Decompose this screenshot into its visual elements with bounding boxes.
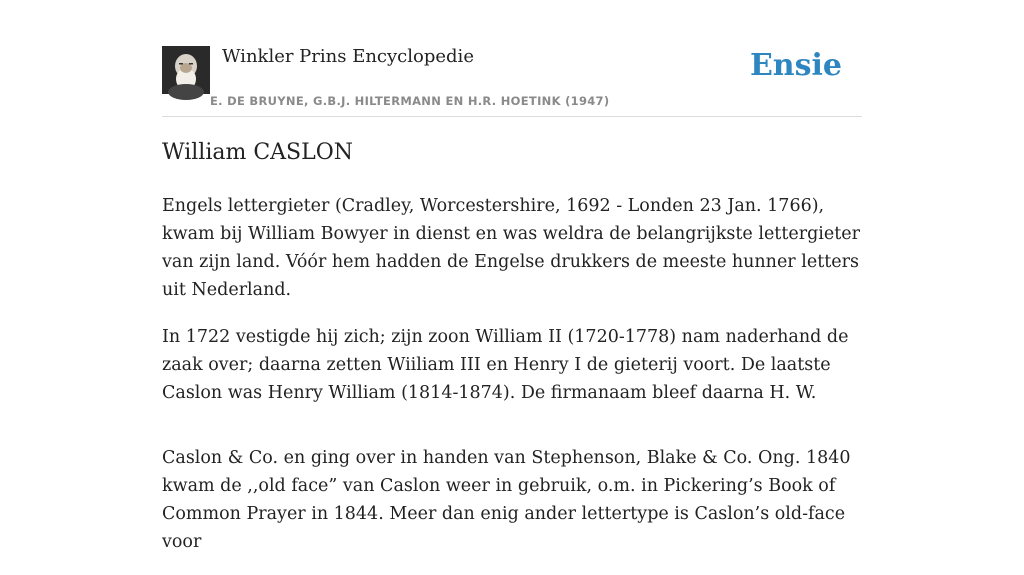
article-paragraph: In 1722 vestigde hij zich; zijn zoon William II (1720-1778) nam naderhand de zaak over; daarna zetten Wiiliam III en Henry I de gieterij voort. De laatste Caslon was Henry William (1814-1874). De firmanaam bleef daarna H. W. [162, 327, 849, 403]
article-body [162, 192, 867, 575]
source-authors: E. DE BRUYNE, G.B.J. HILTERMANN EN H.R. HOETINK (1947) [210, 94, 610, 108]
article-paragraph: Caslon & Co. en ging over in handen van Stephenson, Blake & Co. Ong. 1840 kwam de ,,old face” van Caslon weer in gebruik, o.m. in Pickering’s Book of Common Prayer in 1844. Meer dan enig ander lettertype is Caslon’s old-face voor [162, 448, 851, 552]
ensie-logo[interactable]: Ensie [749, 48, 842, 83]
article-paragraph: Engels lettergieter (Cradley, Worcestershire, 1692 - Londen 23 Jan. 1766), kwam bij William Bowyer in dienst en was weldra de belangrijkste lettergieter van zijn land. Vóór hem hadden de Engelse drukkers de meeste hunner letters uit Nederland. [162, 196, 861, 300]
source-title[interactable]: Winkler Prins Encyclopedie [222, 46, 474, 67]
portrait-icon[interactable] [162, 46, 210, 94]
source-header [162, 40, 862, 117]
article-title: William CASLON [162, 140, 354, 165]
